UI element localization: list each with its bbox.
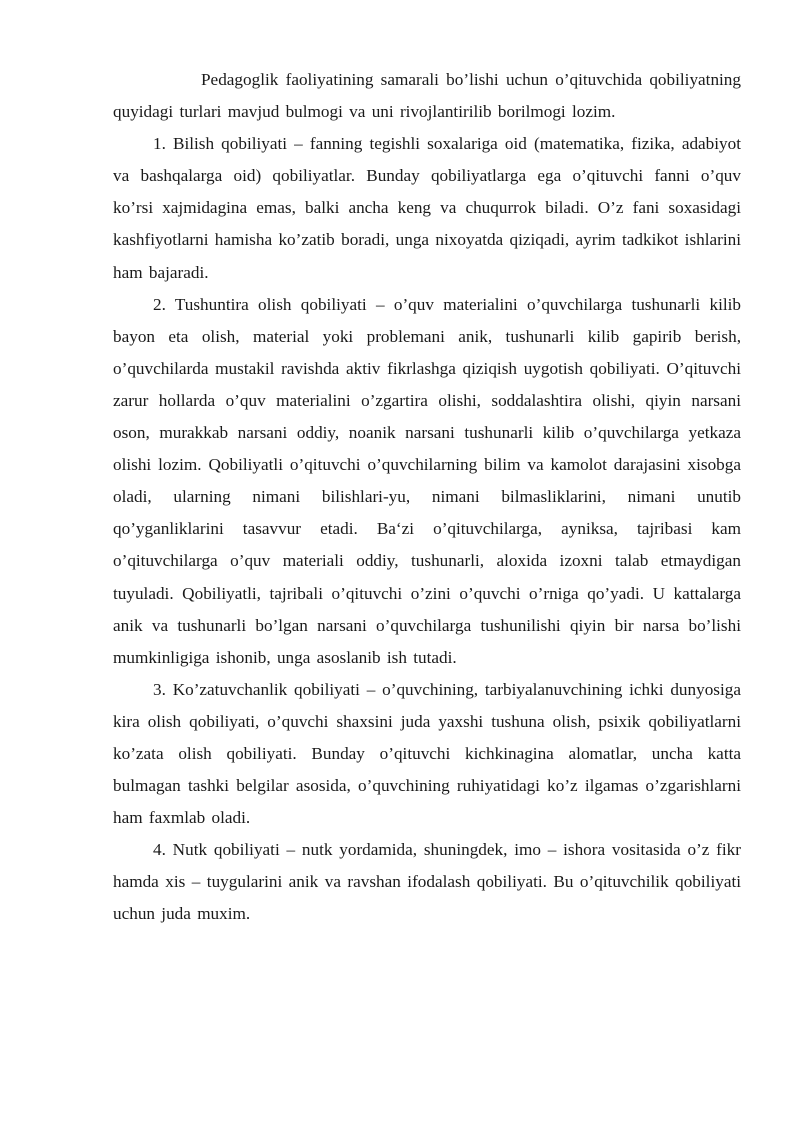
item-paragraph-kozatuvchanlik: 3. Ko’zatuvchanlik qobiliyati – o’quvchining, tarbiyalanuvchining ichki dunyosiga kira olish qobiliyati, o’quvchi shaxsini juda yaxshi tushuna olish, psixik qobiliyatlarni ko’zata olish qobiliyati. Bunday o’qituvchi kichkinagina alomatlar, uncha katta bulmagan tashki belgilar asosida, o’quvchining ruhiyatidagi ko’z ilgamas o’zgarishlarni ham faxmlab oladi. — [113, 679, 741, 828]
document-page — [113, 64, 741, 931]
item-paragraph-nutk: 4. Nutk qobiliyati – nutk yordamida, shuningdek, imo – ishora vositasida o’z fikr hamda xis – tuygularini anik va ravshan ifodalash qobiliyati. Bu o’qituvchilik qobiliyati uchun juda muxim. — [113, 840, 741, 924]
item-paragraph-bilish: 1. Bilish qobiliyati – fanning tegishli soxalariga oid (matematika, fizika, adabiyot va bashqalarga oid) qobiliyatlar. Bunday qobiliyatlarga ega o’qituvchi fanni o’quv ko’rsi xajmidagina emas, balki ancha keng va chuqurrok biladi. O’z fani soxasidagi kashfiyotlarni hamisha ko’zatib boradi, unga nixoyatda qiziqadi, ayrim tadkikot ishlarini ham bajaradi. — [113, 134, 741, 282]
intro-paragraph: Pedagoglik faoliyatining samarali bo’lishi uchun o’qituvchida qobiliyatning quyidagi turlari mavjud bulmogi va uni rivojlantirilib borilmogi lozim. — [113, 70, 741, 122]
item-paragraph-tushuntira: 2. Tushuntira olish qobiliyati – o’quv materialini o’quvchilarga tushunarli kilib bayon eta olish, material yoki problemani anik, tushunarli kilib gapirib berish, o’quvchilarda mustakil ravishda aktiv fikrlashga qiziqish uygotish qobiliyati. O’qituvchi zarur hollarda o’quv materialini o’zgartira olishi, soddalashtira olishi, qiyin narsani oson, murakkab narsani oddiy, noanik narsani tushunarli kilib o’quvchilarga yetkaza olishi lozim. Qobiliyatli o’qituvchi o’quvchilarning bilim va kamolot darajasini xisobga oladi, ularning nimani bilishlari-yu, nimani bilmasliklarini, nimani unutib qo’yganliklarini tasavvur etadi. Ba‘zi o’qituvchilarga, ayniksa, tajribasi kam o’qituvchilarga o’quv materiali oddiy, tushunarli, aloxida izoxni talab etmaydigan tuyuladi. Qobiliyatli, tajribali o’qituvchi o’zini o’quvchi o’rniga qo’yadi. U kattalarga anik va tushunarli bo’lgan narsani o’quvchilarga tushunilishi qiyin bir narsa bo’lishi mumkinligiga ishonib, unga asoslanib ish tutadi. — [113, 294, 741, 667]
